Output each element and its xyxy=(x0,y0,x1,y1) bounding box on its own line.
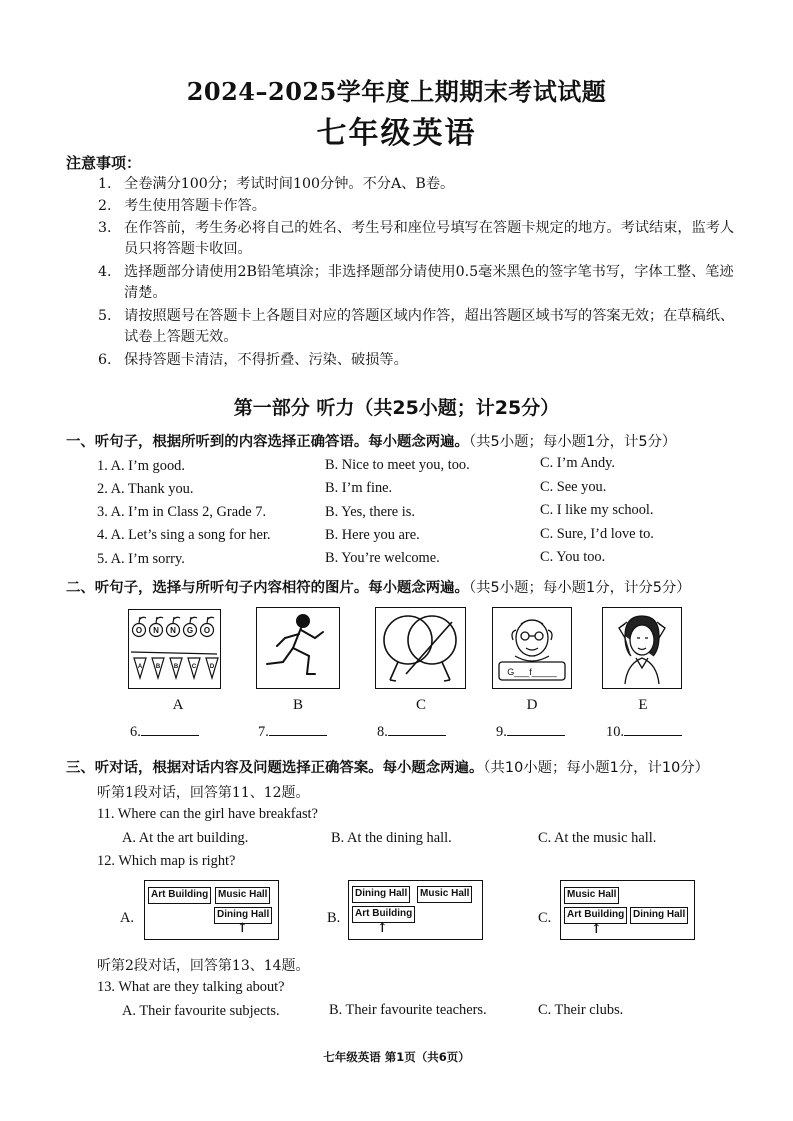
q2-option-b: B. I’m fine. xyxy=(325,480,393,496)
map-label: Music Hall xyxy=(417,886,472,903)
notice-list xyxy=(98,174,758,374)
notice-num: 6. xyxy=(98,352,112,368)
map-label: Dining Hall xyxy=(630,907,688,924)
notice-num: 1. xyxy=(98,176,112,192)
q4-option-a: 4. A. Let’s sing a song for her. xyxy=(97,527,271,543)
picture-label-a: A xyxy=(172,697,184,713)
grandpa-icon xyxy=(493,608,570,687)
apple-letter: N xyxy=(153,626,159,635)
q2-option-a: 2. A. Thank you. xyxy=(97,481,194,497)
q1-option-c: C. I’m Andy. xyxy=(540,455,616,471)
apple-letter: G xyxy=(186,626,194,635)
notice-text: 在作答前，考生务必将自己的姓名、考生号和座位号填写在答题卡规定的地方。考试结束，监考人员只将答题卡收回。 xyxy=(124,220,735,257)
dialog1-instruction: 听第1段对话，回答第11、12题。 xyxy=(97,785,310,801)
runner-icon xyxy=(257,608,338,687)
dialog2-instruction: 听第2段对话，回答第13、14题。 xyxy=(97,958,310,974)
notice-heading: 注意事项： xyxy=(66,154,142,172)
blank-number: 10. xyxy=(606,724,624,740)
section3-score: （共10小题；每小题1分，计10分） xyxy=(483,760,710,776)
apple-letter: O xyxy=(203,626,211,635)
notice-num: 2. xyxy=(98,198,112,214)
q12-option-c-label: C. xyxy=(538,910,552,926)
q13-option-c: C. Their clubs. xyxy=(538,1002,624,1018)
picture-label-b: B xyxy=(292,697,303,713)
notice-text: 考生使用答题卡作答。 xyxy=(124,198,266,214)
map-label: Dining Hall xyxy=(214,907,272,924)
board-text: G___f_____ xyxy=(507,667,557,677)
girl-covering-ears-icon xyxy=(603,608,680,687)
entrance-arrow-icon: ↑ xyxy=(237,921,248,936)
q5-option-b: B. You’re welcome. xyxy=(325,550,440,566)
entrance-arrow-icon: ↑ xyxy=(377,921,388,936)
q12-option-a-label: A. xyxy=(120,910,134,926)
exam-title: 2024–2025学年度上期期末考试试题 xyxy=(186,77,607,106)
picture-a-apples-pennants xyxy=(128,609,221,689)
q12-stem: 12. Which map is right? xyxy=(97,853,236,869)
q11-option-c: C. At the music hall. xyxy=(538,830,657,846)
section3-heading xyxy=(66,756,709,777)
q11-stem: 11. Where can the girl have breakfast? xyxy=(97,806,318,822)
map-label: Art Building xyxy=(148,887,211,904)
pennant-letter: D xyxy=(209,664,215,670)
notice-num: 4. xyxy=(98,264,112,280)
notice-text: 请按照题号在答题卡上各题目对应的答题区域内作答，超出答题区域书写的答案无效；在草稿纸、试卷上答题无效。 xyxy=(124,308,735,345)
map-label: Art Building xyxy=(352,906,415,923)
pennant-letter: A xyxy=(137,664,143,670)
map-a xyxy=(144,880,279,940)
q13-option-b: B. Their favourite teachers. xyxy=(329,1002,487,1018)
notice-num: 5. xyxy=(98,308,112,324)
picture-d-grandpa xyxy=(492,607,572,689)
pennant-letter: B xyxy=(155,664,161,670)
q3-option-a: 3. A. I’m in Class 2, Grade 7. xyxy=(97,504,267,520)
q12-option-b-label: B. xyxy=(327,910,341,926)
q11-option-a: A. At the art building. xyxy=(122,830,249,846)
section3-instruction: 三、听对话，根据对话内容及问题选择正确答案。每小题念两遍。 xyxy=(66,760,484,776)
answer-blank-10[interactable] xyxy=(606,723,682,741)
answer-blank-9[interactable] xyxy=(496,723,565,741)
q1-option-a: 1. A. I’m good. xyxy=(97,458,185,474)
q2-option-c: C. See you. xyxy=(540,479,607,495)
pennant-letter: C xyxy=(191,664,197,670)
q13-option-a: A. Their favourite subjects. xyxy=(122,1003,280,1019)
map-b xyxy=(348,880,483,940)
notice-text: 全卷满分100分；考试时间100分钟。不分A、B卷。 xyxy=(124,176,455,192)
section2-score: （共5小题；每小题1分，计分5分） xyxy=(468,580,691,596)
answer-blank-6[interactable] xyxy=(130,723,199,741)
blank-number: 9. xyxy=(496,724,507,740)
exam-subject: 七年级英语 xyxy=(316,116,477,151)
entrance-arrow-icon: ↑ xyxy=(591,922,602,937)
notice-text: 选择题部分请使用2B铅笔填涂；非选择题部分请使用0.5毫米黑色的签字笔书写，字体工整、笔迹清楚。 xyxy=(124,264,734,301)
picture-label-e: E xyxy=(638,697,648,713)
map-c xyxy=(560,880,695,940)
notice-text: 保持答题卡清洁，不得折叠、污染、破损等。 xyxy=(124,352,408,368)
map-label: Music Hall xyxy=(564,887,619,904)
picture-label-c: C xyxy=(415,697,426,713)
page-footer: 七年级英语 第1页（共6页） xyxy=(323,1050,470,1064)
apple-letter: N xyxy=(170,626,176,635)
q11-option-b: B. At the dining hall. xyxy=(331,830,452,846)
picture-b-runner xyxy=(256,607,340,689)
blank-number: 7. xyxy=(258,724,269,740)
answer-blank-8[interactable] xyxy=(377,723,446,741)
picture-e-girl xyxy=(602,607,682,689)
blank-number: 8. xyxy=(377,724,388,740)
picture-label-d: D xyxy=(526,697,538,713)
q5-option-a: 5. A. I’m sorry. xyxy=(97,551,185,567)
section2-instruction: 二、听句子，选择与所听句子内容相符的图片。每小题念两遍。 xyxy=(66,580,469,596)
notice-num: 3. xyxy=(98,220,112,236)
answer-blank-7[interactable] xyxy=(258,723,327,741)
q5-option-c: C. You too. xyxy=(540,549,606,565)
picture-c-paddles xyxy=(375,607,466,689)
map-label: Dining Hall xyxy=(352,886,410,903)
q4-option-c: C. Sure, I’d love to. xyxy=(540,526,654,542)
pennant-letter: B xyxy=(173,664,179,670)
part1-title: 第一部分 听力（共25小题；计25分） xyxy=(233,397,560,419)
section1-instruction: 一、听句子，根据所听到的内容选择正确答语。每小题念两遍。 xyxy=(66,434,469,450)
section1-score: （共5小题；每小题1分，计5分） xyxy=(468,434,677,450)
ping-pong-icon xyxy=(376,608,464,687)
q4-option-b: B. Here you are. xyxy=(325,527,420,543)
q1-option-b: B. Nice to meet you, too. xyxy=(325,457,470,473)
q3-option-b: B. Yes, there is. xyxy=(325,504,415,520)
q13-stem: 13. What are they talking about? xyxy=(97,979,285,995)
map-label: Music Hall xyxy=(215,887,270,904)
map-label: Art Building xyxy=(564,907,627,924)
blank-number: 6. xyxy=(130,724,141,740)
q3-option-c: C. I like my school. xyxy=(540,502,654,518)
section2-heading xyxy=(66,576,691,597)
apple-letter: O xyxy=(135,626,143,635)
section1-heading xyxy=(66,430,676,451)
